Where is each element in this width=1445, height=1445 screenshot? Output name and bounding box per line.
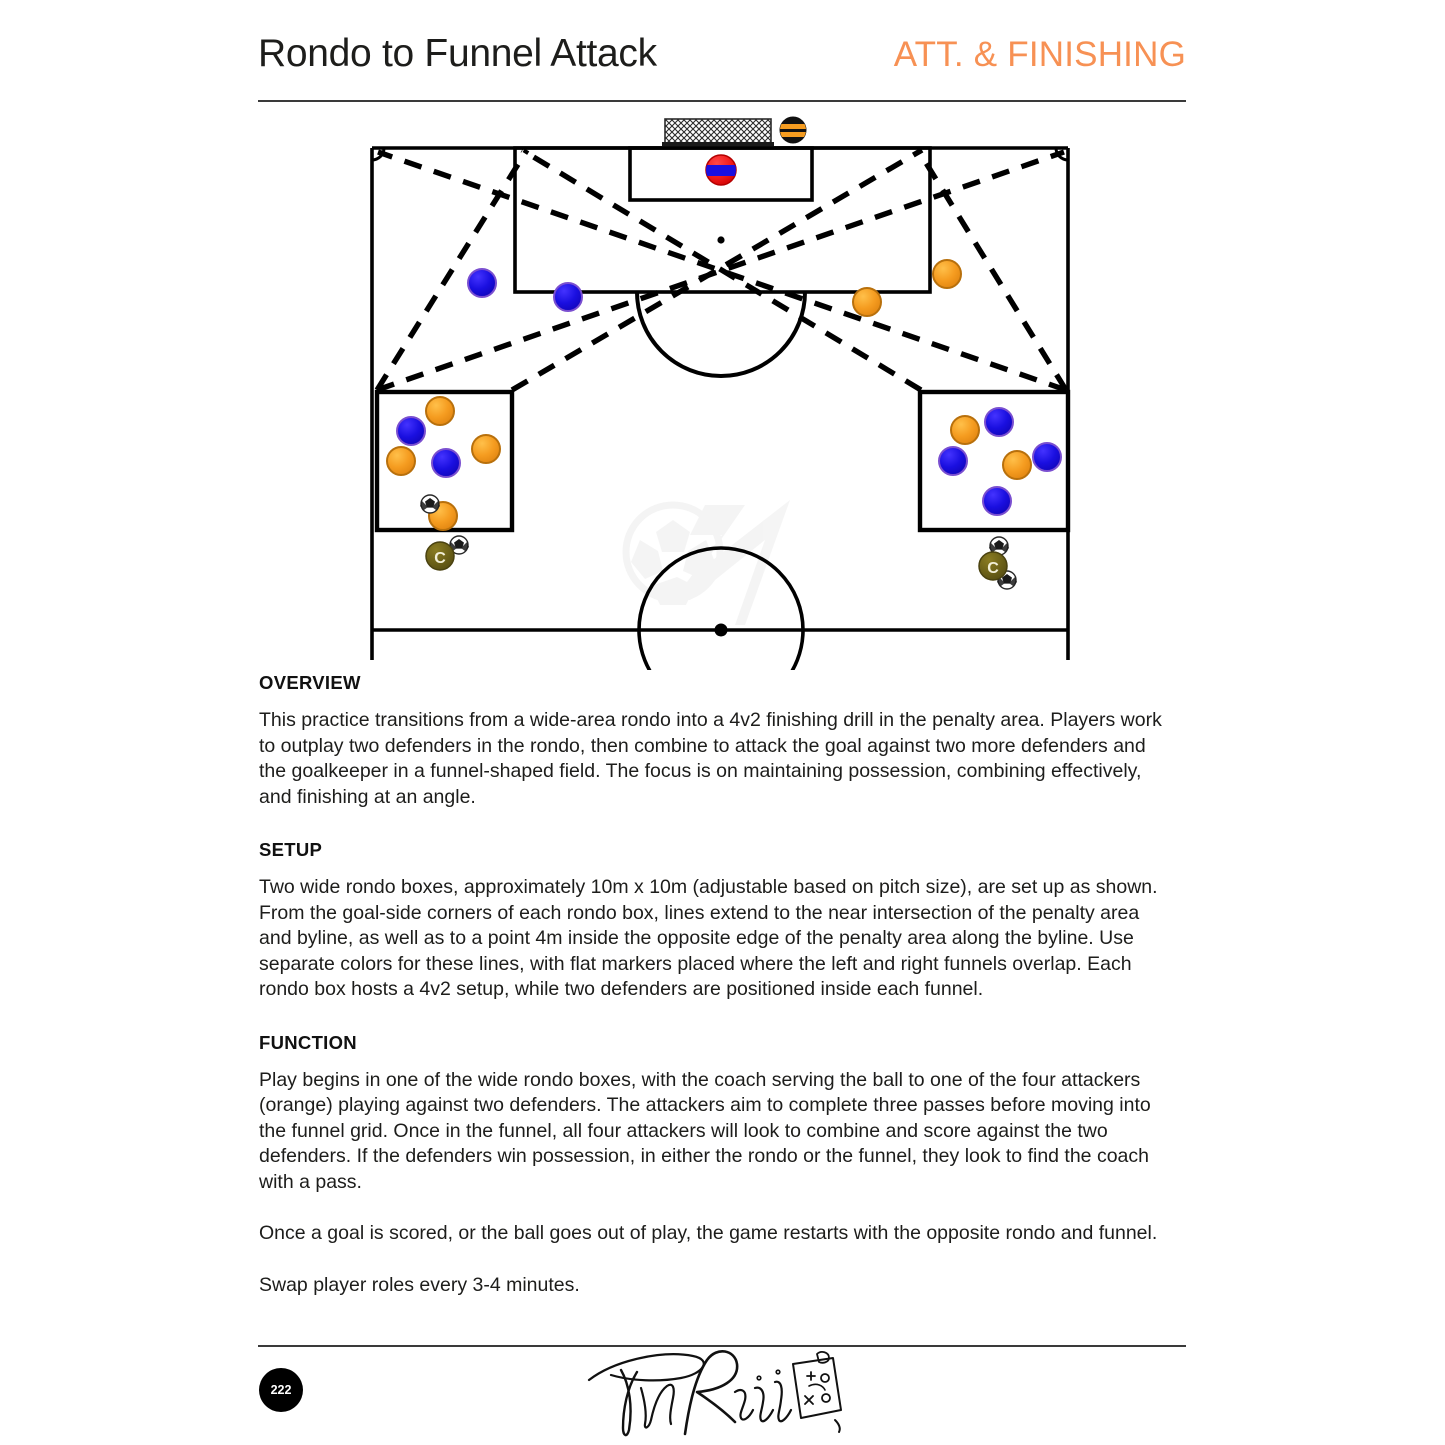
session-content [259, 672, 1174, 1298]
coach-marker [426, 542, 454, 570]
author-signature [585, 1348, 845, 1440]
coach-marker [979, 552, 1007, 580]
defender-marker [432, 449, 460, 477]
funnel-players [468, 260, 961, 316]
attacker-marker [472, 435, 500, 463]
goalkeeper-marker [705, 155, 737, 185]
attacker-marker [951, 416, 979, 444]
soccer-pitch-diagram [0, 104, 1445, 670]
overview-heading: OVERVIEW [259, 672, 361, 693]
setup-heading: SETUP [259, 839, 323, 860]
goal-net [662, 119, 774, 146]
overview-text: This practice transitions from a wide-area rondo into a 4v2 finishing drill in the penalty area. Players work to outplay two defenders in the rondo, then combine to attack the goal against two more defenders and the goalkeeper in a funnel-shaped field. The focus is on maintaining possession, combining effectively, and finishing at an angle. [259, 709, 1162, 808]
footer-divider [258, 1345, 1186, 1347]
attacker-marker [426, 397, 454, 425]
restart-text: Once a goal is scored, or the ball goes out of play, the game restarts with the opposite rondo and funnel. [259, 1222, 1158, 1244]
defender-marker [983, 487, 1011, 515]
rotation-text: Swap player roles every 3-4 minutes. [259, 1273, 580, 1296]
function-heading: FUNCTION [259, 1031, 357, 1053]
left-rondo-players [387, 397, 500, 530]
setup-text: Two wide rondo boxes, approximately 10m x 10m (adjustable based on pitch size), are set up as shown. From the goal-side corners of each rondo box, lines extend to the near intersection of the penalty area and byline, as well as to a point 4m inside the opposite edge of the penalty area along the byline. Use separate colors for these lines, with flat markers placed where the left and right funnels overlap. Each rondo box hosts a 4v2 setup, while two defenders are positioned inside each funnel. [259, 876, 1158, 1000]
defender-marker [939, 447, 967, 475]
defender-marker [985, 408, 1013, 436]
signature-logo [585, 1348, 845, 1440]
striped-flat-marker [779, 117, 807, 143]
function-text: Play begins in one of the wide rondo boxes, with the coach serving the ball to one of the four attackers (orange) playing against two defenders. The attackers aim to complete three passes before moving into the funnel grid. Once in the funnel, all four attackers will look to combine and score against the two defenders. If the defenders win possession, in either the rondo or the funnel, they look to find the coach with a pass. [259, 1068, 1151, 1193]
header-divider [258, 100, 1186, 102]
pitch-diagram-container [0, 104, 1445, 670]
coach-label-right: C [987, 560, 999, 577]
defender-marker [554, 283, 582, 311]
attacker-marker [853, 288, 881, 316]
page-number-badge: 222 [259, 1368, 303, 1412]
defender-marker [1033, 443, 1061, 471]
coach-label-left: C [434, 550, 446, 567]
defender-marker [468, 269, 496, 297]
session-category: ATT. & FINISHING [893, 35, 1186, 74]
page-header [258, 32, 1186, 94]
penalty-spot [717, 236, 724, 243]
attacker-marker [1003, 451, 1031, 479]
attacker-marker [933, 260, 961, 288]
page-title: Rondo to Funnel Attack [258, 32, 657, 75]
defender-marker [397, 417, 425, 445]
center-spot [715, 624, 728, 637]
right-rondo-players [939, 408, 1061, 515]
attacker-marker [387, 447, 415, 475]
